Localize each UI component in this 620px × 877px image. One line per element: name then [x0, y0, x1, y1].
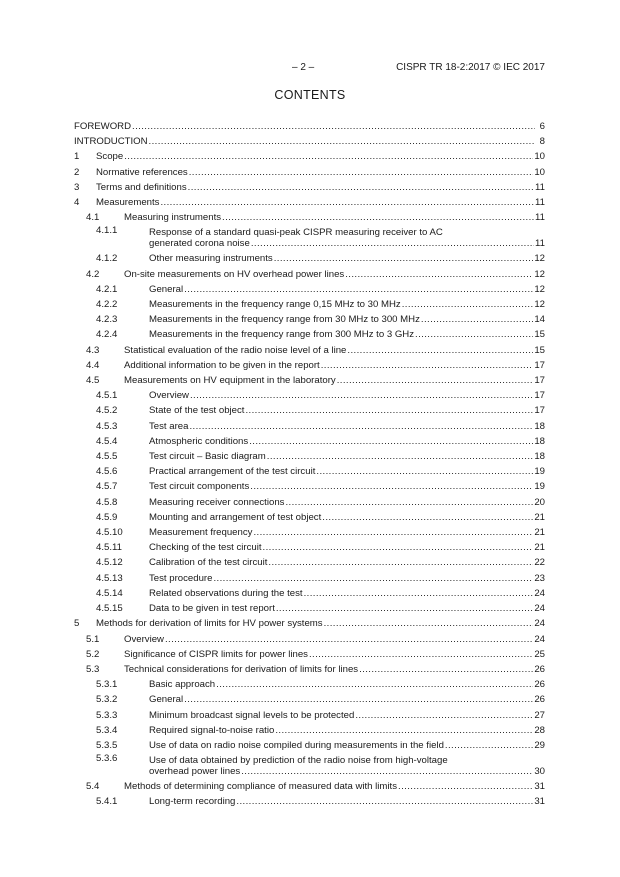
toc-entry-page: 23 — [533, 571, 545, 586]
toc-entry[interactable] — [74, 479, 545, 494]
toc-entry-title: Measurements in the frequency range from 300 MHz to 3 GHz ..... — [149, 327, 535, 342]
toc-entry[interactable] — [74, 794, 545, 809]
toc-entry[interactable] — [74, 119, 545, 134]
toc-entry-number: 4.3 — [86, 344, 100, 356]
toc-entry-number: 4.5.5 — [96, 451, 118, 463]
toc-entry-title: Test circuit – Basic diagram ..... — [149, 449, 535, 464]
toc-entry-title: Test procedure ..... — [149, 571, 535, 586]
toc-entry-number: 4.5.11 — [96, 542, 122, 554]
toc-entry-page: 30 — [534, 766, 545, 778]
toc-entry-title: INTRODUCTION ..... — [74, 134, 535, 149]
toc-entry-number: 5.3 — [86, 663, 100, 675]
toc-entry[interactable] — [74, 555, 545, 570]
toc-entry[interactable] — [74, 327, 545, 342]
toc-entry-title: Other measuring instruments ..... — [149, 251, 535, 266]
toc-entry-page: 29 — [533, 738, 545, 753]
toc-entry-page: 19 — [533, 479, 545, 494]
toc-entry-page: 17 — [533, 388, 545, 403]
toc-entry-number: 4.5.1 — [96, 390, 118, 402]
toc-entry-number: 4.5.13 — [96, 572, 123, 584]
toc-entry[interactable] — [74, 586, 545, 601]
toc-entry[interactable] — [74, 723, 545, 738]
toc-entry-number: 4.5.15 — [96, 603, 123, 615]
toc-entry[interactable] — [74, 510, 545, 525]
toc-entry[interactable] — [74, 180, 545, 195]
toc-entry[interactable] — [74, 616, 545, 631]
toc-entry-title: Measurements ..... — [96, 195, 535, 210]
toc-entry-page: 31 — [533, 794, 545, 809]
toc-entry-page: 24 — [533, 586, 545, 601]
toc-entry-number: 5.4 — [86, 781, 100, 793]
toc-entry-title: Atmospheric conditions ..... — [149, 434, 535, 449]
toc-entry-title: Overview ..... — [149, 388, 535, 403]
toc-entry-title — [149, 227, 535, 249]
toc-entry-title: Methods of determining compliance of measured data with limits ..... — [124, 779, 535, 794]
toc-entry-title: Measurements in the frequency range 0,15 MHz to 30 MHz ..... — [149, 297, 535, 312]
toc-entry-page: 19 — [533, 464, 545, 479]
toc-entry-title: FOREWORD ..... — [74, 119, 535, 134]
toc-entry-page: 12 — [533, 251, 545, 266]
toc-entry-page: 18 — [533, 419, 545, 434]
toc-entry-title: Use of data on radio noise compiled during measurements in the field ..... — [149, 738, 535, 753]
toc-entry-number: 4.1.2 — [96, 253, 118, 265]
toc-entry-page: 11 — [535, 238, 545, 250]
toc-entry-number: 4.5.14 — [96, 587, 123, 599]
toc-entry[interactable] — [74, 647, 545, 662]
toc-entry[interactable] — [74, 358, 545, 373]
toc-entry-page: 10 — [533, 149, 545, 164]
toc-entry[interactable] — [74, 312, 545, 327]
toc-entry-number: 1 — [74, 151, 80, 163]
toc-entry-number: 4.5 — [86, 375, 100, 387]
toc-entry[interactable] — [74, 282, 545, 297]
toc-entry-number: 3 — [74, 181, 80, 193]
toc-entry-title: Measurement frequency ..... — [149, 525, 535, 540]
toc-entry[interactable] — [74, 373, 545, 388]
standard-reference: CISPR TR 18-2:2017 © IEC 2017 — [396, 62, 545, 73]
toc-entry[interactable] — [74, 134, 545, 149]
page-number: – 2 – — [292, 62, 315, 73]
toc-entry-number: 5.3.3 — [96, 709, 118, 721]
toc-entry-number: 4.5.8 — [96, 496, 118, 508]
toc-entry-page: 11 — [534, 180, 545, 195]
toc-entry-number: 5.3.4 — [96, 724, 118, 736]
toc-entry-page: 21 — [533, 525, 545, 540]
toc-entry-title: Practical arrangement of the test circuit ..... — [149, 464, 535, 479]
toc-entry-title: State of the test object ..... — [149, 403, 535, 418]
toc-entry[interactable] — [74, 195, 545, 210]
toc-entry-page: 12 — [533, 267, 545, 282]
toc-entry-number: 5.3.2 — [96, 694, 118, 706]
toc-entry-number: 5 — [74, 618, 80, 630]
toc-entry-page: 15 — [533, 343, 545, 358]
toc-entry-number: 5.2 — [86, 648, 100, 660]
toc-entry[interactable] — [74, 738, 545, 753]
toc-entry[interactable] — [74, 251, 545, 266]
toc-entry[interactable] — [74, 267, 545, 282]
toc-entry-number: 4.4 — [86, 359, 100, 371]
toc-entry[interactable] — [74, 525, 545, 540]
toc-entry-number: 4.5.9 — [96, 511, 118, 523]
toc-entry-number: 4.5.2 — [96, 405, 118, 417]
toc-entry[interactable] — [74, 297, 545, 312]
toc-entry-title: Test circuit components ..... — [149, 479, 535, 494]
toc-entry-number: 4.5.6 — [96, 466, 118, 478]
toc-entry-page: 18 — [533, 449, 545, 464]
toc-entry-title-line: generated corona noise ..... — [149, 238, 535, 249]
toc-entry[interactable] — [74, 692, 545, 707]
toc-entry-page: 6 — [539, 119, 545, 134]
toc-entry-page: 14 — [533, 312, 545, 327]
table-of-contents — [74, 119, 545, 810]
toc-entry-number: 4 — [74, 197, 80, 209]
toc-entry-title: Checking of the test circuit ..... — [149, 540, 535, 555]
toc-entry-page: 22 — [533, 555, 545, 570]
toc-entry[interactable] — [74, 210, 545, 225]
toc-entry[interactable] — [74, 662, 545, 677]
toc-entry[interactable] — [74, 708, 545, 723]
toc-entry-title-line: overhead power lines ..... — [149, 766, 535, 777]
toc-entry-title: Measurements on HV equipment in the laboratory ..... — [124, 373, 535, 388]
toc-entry[interactable] — [74, 343, 545, 358]
toc-entry-title: Basic approach ..... — [149, 677, 535, 692]
toc-entry-page: 25 — [533, 647, 545, 662]
toc-entry-number: 4.5.3 — [96, 420, 118, 432]
toc-entry-title-line: Use of data obtained by prediction of the radio noise from high-voltage — [149, 755, 448, 767]
toc-entry-title: Required signal-to-noise ratio ..... — [149, 723, 535, 738]
toc-entry-page: 26 — [533, 677, 545, 692]
toc-entry[interactable] — [74, 434, 545, 449]
toc-entry-title: Statistical evaluation of the radio noise level of a line ..... — [124, 343, 535, 358]
toc-entry-number: 4.5.10 — [96, 527, 123, 539]
toc-entry-title: Data to be given in test report ..... — [149, 601, 535, 616]
toc-entry-number: 5.4.1 — [96, 796, 118, 808]
toc-entry[interactable] — [74, 779, 545, 794]
toc-entry-number: 5.3.6 — [96, 753, 118, 765]
toc-entry-number: 5.1 — [86, 633, 100, 645]
toc-entry-page: 10 — [533, 165, 545, 180]
toc-entry-page: 26 — [533, 692, 545, 707]
toc-entry-number: 4.2 — [86, 268, 100, 280]
toc-entry-title: Normative references ..... — [96, 165, 535, 180]
toc-entry-title: Calibration of the test circuit ..... — [149, 555, 535, 570]
toc-entry-page: 12 — [533, 297, 545, 312]
toc-entry-title: Minimum broadcast signal levels to be protected ..... — [149, 708, 535, 723]
toc-entry-title — [149, 755, 535, 777]
toc-entry-title: General ..... — [149, 282, 535, 297]
page-title: CONTENTS — [274, 88, 346, 102]
toc-entry[interactable] — [74, 632, 545, 647]
toc-entry[interactable] — [74, 225, 545, 251]
toc-entry-page: 24 — [533, 601, 545, 616]
toc-entry-number: 5.3.1 — [96, 679, 118, 691]
toc-entry-title-line: Response of a standard quasi-peak CISPR measuring receiver to AC — [149, 227, 443, 239]
toc-entry-page: 18 — [533, 434, 545, 449]
toc-entry-title: Measuring receiver connections ..... — [149, 495, 535, 510]
toc-entry-page: 20 — [533, 495, 545, 510]
toc-entry-page: 17 — [533, 373, 545, 388]
toc-entry-page: 31 — [533, 779, 545, 794]
toc-entry-page: 24 — [533, 616, 545, 631]
toc-entry[interactable] — [74, 540, 545, 555]
toc-entry-page: 17 — [533, 358, 545, 373]
toc-entry-title: Related observations during the test ..... — [149, 586, 535, 601]
toc-entry-title: Additional information to be given in the report ..... — [124, 358, 535, 373]
toc-entry-title: Terms and definitions ..... — [96, 180, 535, 195]
toc-entry[interactable] — [74, 388, 545, 403]
toc-entry-page: 12 — [533, 282, 545, 297]
toc-entry[interactable] — [74, 419, 545, 434]
toc-entry-title: Scope ..... — [96, 149, 535, 164]
toc-entry-title: Overview ..... — [124, 632, 535, 647]
toc-entry-number: 4.5.7 — [96, 481, 118, 493]
toc-entry-page: 21 — [533, 510, 545, 525]
toc-entry-title: Technical considerations for derivation of limits for lines ..... — [124, 662, 535, 677]
toc-entry-title: Measuring instruments ..... — [124, 210, 535, 225]
toc-entry-page: 11 — [534, 210, 545, 225]
toc-entry[interactable] — [74, 495, 545, 510]
toc-entry-number: 4.2.1 — [96, 283, 118, 295]
toc-entry[interactable] — [74, 677, 545, 692]
toc-entry-number: 4.5.12 — [96, 557, 123, 569]
toc-entry-title: Long-term recording ..... — [149, 794, 535, 809]
toc-entry-page: 8 — [539, 134, 545, 149]
toc-entry-page: 28 — [533, 723, 545, 738]
toc-entry-number: 5.3.5 — [96, 739, 118, 751]
toc-entry-page: 15 — [533, 327, 545, 342]
toc-entry-number: 4.5.4 — [96, 435, 118, 447]
toc-entry[interactable] — [74, 403, 545, 418]
toc-entry-page: 24 — [533, 632, 545, 647]
toc-entry-number: 2 — [74, 166, 80, 178]
toc-entry-page: 11 — [534, 195, 545, 210]
toc-entry-number: 4.2.4 — [96, 329, 118, 341]
toc-entry-title: Measurements in the frequency range from 30 MHz to 300 MHz ..... — [149, 312, 535, 327]
toc-entry-page: 21 — [533, 540, 545, 555]
toc-entry-number: 4.2.2 — [96, 299, 118, 311]
toc-entry-number: 4.2.3 — [96, 314, 118, 326]
toc-entry[interactable] — [74, 571, 545, 586]
toc-entry-page: 27 — [533, 708, 545, 723]
toc-entry-number: 4.1.1 — [96, 225, 118, 237]
toc-entry-number: 4.1 — [86, 212, 100, 224]
toc-entry[interactable] — [74, 165, 545, 180]
toc-entry-title: General ..... — [149, 692, 535, 707]
toc-entry[interactable] — [74, 449, 545, 464]
toc-entry[interactable] — [74, 464, 545, 479]
toc-entry-page: 26 — [533, 662, 545, 677]
toc-entry-title: Methods for derivation of limits for HV power systems ..... — [96, 616, 535, 631]
toc-entry[interactable] — [74, 149, 545, 164]
toc-entry[interactable] — [74, 601, 545, 616]
toc-entry-title: Test area ..... — [149, 419, 535, 434]
toc-entry[interactable] — [74, 753, 545, 779]
toc-entry-title: On-site measurements on HV overhead power lines ..... — [124, 267, 535, 282]
toc-entry-page: 17 — [533, 403, 545, 418]
toc-entry-title: Significance of CISPR limits for power lines ..... — [124, 647, 535, 662]
toc-entry-title: Mounting and arrangement of test object ..... — [149, 510, 535, 525]
